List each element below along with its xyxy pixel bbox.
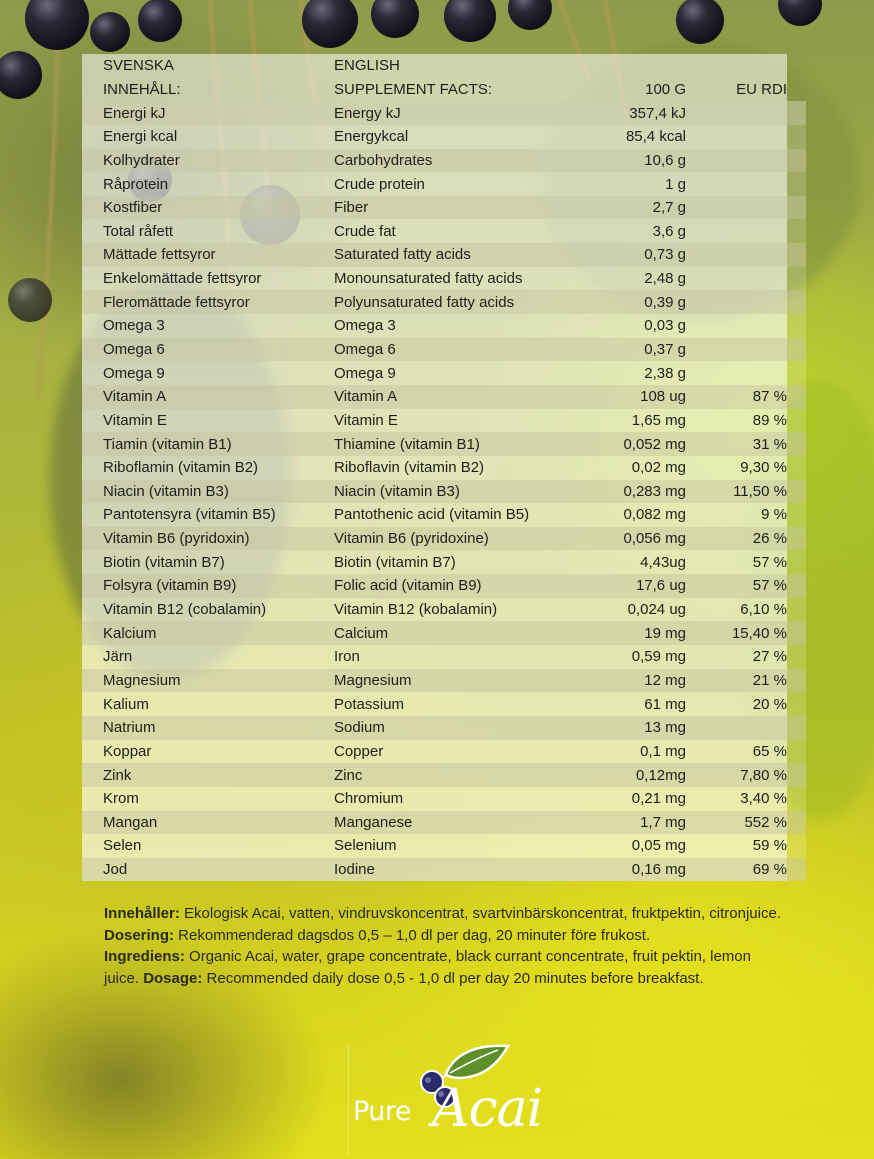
cell-amount: 13 mg — [544, 716, 686, 740]
cell-amount: 2,48 g — [544, 267, 686, 291]
cell-eu-rdi: 11,50 % — [686, 480, 806, 504]
cell-svenska: Folsyra (vitamin B9) — [82, 574, 334, 598]
cell-eu-rdi — [686, 101, 806, 125]
dosering-label: Dosering: — [104, 926, 175, 944]
dosage-text: Recommended daily dose 0,5 - 1,0 dl per day 20 minutes before breakfast. — [202, 969, 704, 987]
cell-amount: 1,7 mg — [544, 811, 686, 835]
cell-svenska: Vitamin B12 (cobalamin) — [82, 598, 334, 622]
table-row — [82, 787, 806, 811]
cell-svenska: Krom — [82, 787, 334, 811]
cell-english: Calcium — [334, 621, 544, 645]
cell-amount: 1 g — [544, 172, 686, 196]
cell-svenska: Energi kJ — [82, 101, 334, 125]
cell-english: Monounsaturated fatty acids — [334, 267, 544, 291]
cell-amount: 12 mg — [544, 669, 686, 693]
cell-svenska: Biotin (vitamin B7) — [82, 550, 334, 574]
cell-amount: 0,024 ug — [544, 598, 686, 622]
table-row — [82, 243, 806, 267]
cell-amount: 0,16 mg — [544, 858, 686, 882]
cell-eu-rdi — [686, 243, 806, 267]
dosering-text: Rekommenderad dagsdos 0,5 – 1,0 dl per dag, 20 minuter före frukost. — [174, 926, 651, 944]
cell-eu-rdi: 20 % — [686, 692, 806, 716]
table-row — [82, 314, 806, 338]
cell-svenska: Natrium — [82, 716, 334, 740]
table-row — [82, 834, 806, 858]
cell-amount: 3,6 g — [544, 219, 686, 243]
cell-eu-rdi: 57 % — [686, 550, 806, 574]
cell-english: Crude protein — [334, 172, 544, 196]
cell-eu-rdi — [686, 196, 806, 220]
cell-english: Zinc — [334, 763, 544, 787]
table-row — [82, 385, 806, 409]
cell-amount: 108 ug — [544, 385, 686, 409]
header-english: ENGLISH — [334, 57, 400, 75]
cell-amount: 0,02 mg — [544, 456, 686, 480]
table-row — [82, 480, 806, 504]
cell-amount: 0,39 g — [544, 290, 686, 314]
cell-svenska: Vitamin A — [82, 385, 334, 409]
cell-eu-rdi: 552 % — [686, 811, 806, 835]
cell-english: Chromium — [334, 787, 544, 811]
cell-svenska: Kalcium — [82, 621, 334, 645]
table-row — [82, 432, 806, 456]
cell-english: Vitamin E — [334, 409, 544, 433]
table-row — [82, 290, 806, 314]
cell-english: Niacin (vitamin B3) — [334, 480, 544, 504]
table-row — [82, 101, 806, 125]
cell-svenska: Råprotein — [82, 172, 334, 196]
cell-svenska: Riboflamin (vitamin B2) — [82, 456, 334, 480]
cell-eu-rdi — [686, 716, 806, 740]
cell-eu-rdi — [686, 338, 806, 362]
cell-english: Magnesium — [334, 669, 544, 693]
cell-english: Copper — [334, 740, 544, 764]
cell-amount: 61 mg — [544, 692, 686, 716]
cell-amount: 0,1 mg — [544, 740, 686, 764]
cell-svenska: Vitamin B6 (pyridoxin) — [82, 527, 334, 551]
cell-eu-rdi: 7,80 % — [686, 763, 806, 787]
cell-amount: 0,73 g — [544, 243, 686, 267]
table-row — [82, 219, 806, 243]
cell-svenska: Pantotensyra (vitamin B5) — [82, 503, 334, 527]
cell-eu-rdi: 89 % — [686, 409, 806, 433]
table-row — [82, 125, 806, 149]
cell-amount: 0,283 mg — [544, 480, 686, 504]
cell-svenska: Enkelomättade fettsyror — [82, 267, 334, 291]
cell-english: Biotin (vitamin B7) — [334, 550, 544, 574]
cell-svenska: Järn — [82, 645, 334, 669]
cell-english: Carbohydrates — [334, 149, 544, 173]
cell-eu-rdi: 21 % — [686, 669, 806, 693]
cell-svenska: Total råfett — [82, 219, 334, 243]
cell-eu-rdi — [686, 149, 806, 173]
cell-svenska: Jod — [82, 858, 334, 882]
nutrition-table-panel — [82, 54, 787, 881]
cell-english: Iron — [334, 645, 544, 669]
cell-svenska: Omega 9 — [82, 361, 334, 385]
header-innehall: INNEHÅLL: — [103, 80, 181, 98]
cell-eu-rdi: 87 % — [686, 385, 806, 409]
cell-svenska: Kostfiber — [82, 196, 334, 220]
cell-svenska: Omega 3 — [82, 314, 334, 338]
cell-svenska: Kalium — [82, 692, 334, 716]
cell-english: Selenium — [334, 834, 544, 858]
table-row — [82, 172, 806, 196]
cell-amount: 4,43ug — [544, 550, 686, 574]
innehaller-label: Innehåller: — [104, 905, 180, 922]
header-empty-3 — [544, 54, 686, 78]
cell-eu-rdi: 9 % — [686, 503, 806, 527]
cell-eu-rdi — [686, 267, 806, 291]
table-header-row-1 — [82, 54, 806, 78]
cell-amount: 0,59 mg — [544, 645, 686, 669]
cell-eu-rdi: 27 % — [686, 645, 806, 669]
cell-svenska: Koppar — [82, 740, 334, 764]
header-supplement-facts: SUPPLEMENT FACTS: — [334, 80, 493, 98]
cell-eu-rdi — [686, 125, 806, 149]
cell-svenska: Niacin (vitamin B3) — [82, 480, 334, 504]
header-eu-rdi: EU RDI — [736, 80, 787, 98]
cell-svenska: Kolhydrater — [82, 149, 334, 173]
table-row — [82, 456, 806, 480]
cell-eu-rdi — [686, 219, 806, 243]
cell-amount: 0,052 mg — [544, 432, 686, 456]
cell-eu-rdi: 69 % — [686, 858, 806, 882]
cell-eu-rdi: 65 % — [686, 740, 806, 764]
table-row — [82, 621, 806, 645]
table-row — [82, 763, 806, 787]
table-row — [82, 361, 806, 385]
cell-eu-rdi: 31 % — [686, 432, 806, 456]
cell-amount: 2,7 g — [544, 196, 686, 220]
cell-svenska: Energi kcal — [82, 125, 334, 149]
cell-eu-rdi: 26 % — [686, 527, 806, 551]
ingredients-text: Organic Acai, water, grape concentrate, black currant concentrate, fruit pektin, lemon juice. — [104, 948, 751, 987]
logo-pure-text: Pure — [353, 1096, 412, 1127]
table-row — [82, 550, 806, 574]
cell-english: Fiber — [334, 196, 544, 220]
table-row — [82, 338, 806, 362]
cell-eu-rdi — [686, 290, 806, 314]
cell-english: Manganese — [334, 811, 544, 835]
ingredients-notes — [104, 903, 784, 989]
cell-english: Folic acid (vitamin B9) — [334, 574, 544, 598]
cell-svenska: Fleromättade fettsyror — [82, 290, 334, 314]
table-row — [82, 503, 806, 527]
table-row — [82, 196, 806, 220]
table-header-row-2 — [82, 78, 806, 102]
cell-amount: 0,05 mg — [544, 834, 686, 858]
cell-english: Polyunsaturated fatty acids — [334, 290, 544, 314]
cell-amount: 0,082 mg — [544, 503, 686, 527]
cell-eu-rdi: 59 % — [686, 834, 806, 858]
cell-svenska: Omega 6 — [82, 338, 334, 362]
cell-eu-rdi — [686, 361, 806, 385]
cell-svenska: Mangan — [82, 811, 334, 835]
innehaller-text: Ekologisk Acai, vatten, vindruvskoncentrat, svartvinbärskoncentrat, fruktpektin, citronjuice. — [179, 905, 781, 922]
cell-amount: 0,03 g — [544, 314, 686, 338]
cell-english: Vitamin A — [334, 385, 544, 409]
cell-eu-rdi: 9,30 % — [686, 456, 806, 480]
cell-amount: 0,37 g — [544, 338, 686, 362]
cell-english: Potassium — [334, 692, 544, 716]
cell-english: Saturated fatty acids — [334, 243, 544, 267]
cell-eu-rdi — [686, 314, 806, 338]
cell-amount: 2,38 g — [544, 361, 686, 385]
header-empty-4 — [686, 54, 806, 78]
cell-amount: 1,65 mg — [544, 409, 686, 433]
cell-english: Energy kJ — [334, 101, 544, 125]
cell-english: Vitamin B6 (pyridoxine) — [334, 527, 544, 551]
cell-english: Thiamine (vitamin B1) — [334, 432, 544, 456]
table-row — [82, 740, 806, 764]
cell-svenska: Selen — [82, 834, 334, 858]
pure-acai-logo — [346, 1040, 546, 1155]
cell-svenska: Mättade fettsyror — [82, 243, 334, 267]
cell-english: Pantothenic acid (vitamin B5) — [334, 503, 544, 527]
table-row — [82, 716, 806, 740]
table-row — [82, 669, 806, 693]
cell-svenska: Magnesium — [82, 669, 334, 693]
cell-svenska: Zink — [82, 763, 334, 787]
cell-eu-rdi — [686, 172, 806, 196]
cell-svenska: Vitamin E — [82, 409, 334, 433]
cell-svenska: Tiamin (vitamin B1) — [82, 432, 334, 456]
logo-acai-text: Acai — [432, 1079, 543, 1139]
header-svenska: SVENSKA — [103, 57, 174, 75]
table-row — [82, 692, 806, 716]
cell-amount: 0,12mg — [544, 763, 686, 787]
cell-amount: 0,21 mg — [544, 787, 686, 811]
cell-english: Riboflavin (vitamin B2) — [334, 456, 544, 480]
cell-english: Sodium — [334, 716, 544, 740]
cell-english: Vitamin B12 (kobalamin) — [334, 598, 544, 622]
cell-english: Omega 3 — [334, 314, 544, 338]
cell-eu-rdi: 6,10 % — [686, 598, 806, 622]
nutrition-table — [82, 54, 806, 881]
table-row — [82, 409, 806, 433]
header-100g: 100 G — [645, 80, 686, 98]
table-row — [82, 858, 806, 882]
cell-english: Iodine — [334, 858, 544, 882]
ingredients-label: Ingrediens: — [104, 948, 185, 965]
cell-amount: 19 mg — [544, 621, 686, 645]
cell-amount: 17,6 ug — [544, 574, 686, 598]
dosage-label: Dosage: — [143, 969, 203, 987]
table-row — [82, 645, 806, 669]
cell-english: Crude fat — [334, 219, 544, 243]
cell-amount: 10,6 g — [544, 149, 686, 173]
table-row — [82, 574, 806, 598]
cell-amount: 85,4 kcal — [544, 125, 686, 149]
table-row — [82, 149, 806, 173]
cell-eu-rdi: 57 % — [686, 574, 806, 598]
cell-eu-rdi: 3,40 % — [686, 787, 806, 811]
cell-english: Energykcal — [334, 125, 544, 149]
table-row — [82, 267, 806, 291]
cell-amount: 357,4 kJ — [544, 101, 686, 125]
cell-eu-rdi: 15,40 % — [686, 621, 806, 645]
table-row — [82, 527, 806, 551]
cell-english: Omega 9 — [334, 361, 544, 385]
table-row — [82, 811, 806, 835]
cell-amount: 0,056 mg — [544, 527, 686, 551]
table-row — [82, 598, 806, 622]
cell-english: Omega 6 — [334, 338, 544, 362]
